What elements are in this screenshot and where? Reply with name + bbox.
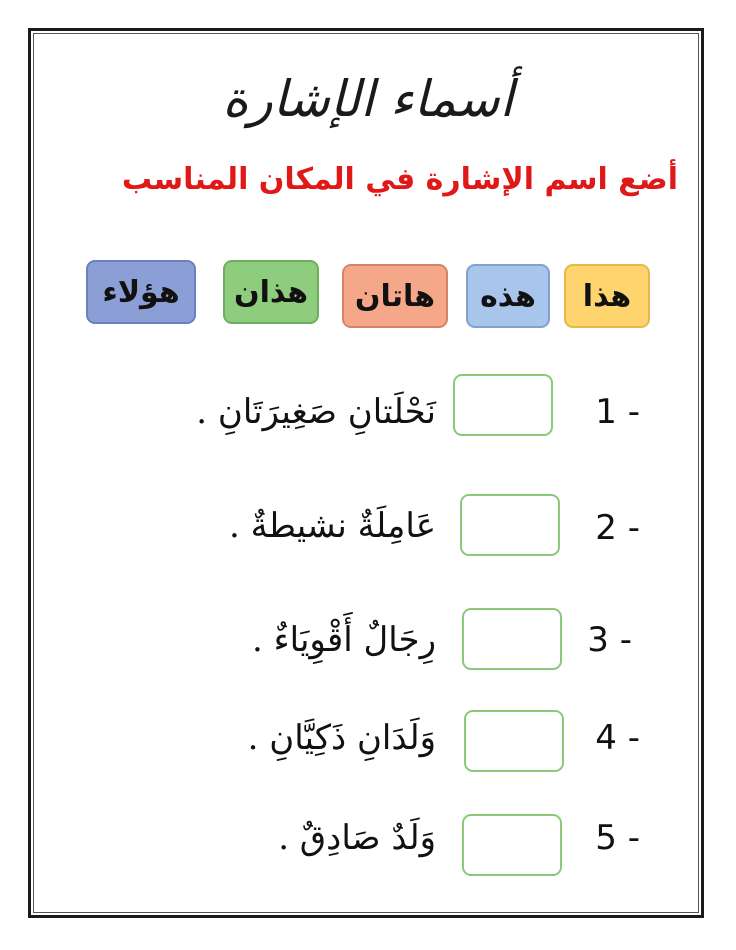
item-number-3: 3 - <box>587 620 632 660</box>
word-card-hatan[interactable]: هاتان <box>342 264 448 328</box>
sentence-4: وَلَدَانِ ذَكِيَّانِ . <box>247 718 436 758</box>
instruction-text: أضع اسم الإشارة في المكان المناسب <box>121 162 678 197</box>
sentence-1: نَحْلَتانِ صَغِيرَتَانِ . <box>196 392 436 432</box>
item-number-1: 1 - <box>595 392 640 432</box>
word-card-hathihi[interactable]: هذه <box>466 264 550 328</box>
word-card-hathan[interactable]: هذان <box>223 260 319 324</box>
worksheet-title: أسماء الإشارة <box>222 70 514 128</box>
answer-box-5[interactable] <box>462 814 562 876</box>
answer-box-3[interactable] <box>462 608 562 670</box>
item-number-4: 4 - <box>595 718 640 758</box>
item-number-2: 2 - <box>595 508 640 548</box>
item-number-5: 5 - <box>595 818 640 858</box>
sentence-3: رِجَالٌ أَقْوِيَاءٌ . <box>252 620 436 660</box>
sentence-5: وَلَدٌ صَادِقٌ . <box>278 818 436 858</box>
answer-box-4[interactable] <box>464 710 564 772</box>
answer-box-1[interactable] <box>453 374 553 436</box>
word-card-hatha[interactable]: هذا <box>564 264 650 328</box>
sentence-2: عَامِلَةٌ نشيطةٌ . <box>229 506 436 546</box>
word-card-haulai[interactable]: هؤلاء <box>86 260 196 324</box>
answer-box-2[interactable] <box>460 494 560 556</box>
